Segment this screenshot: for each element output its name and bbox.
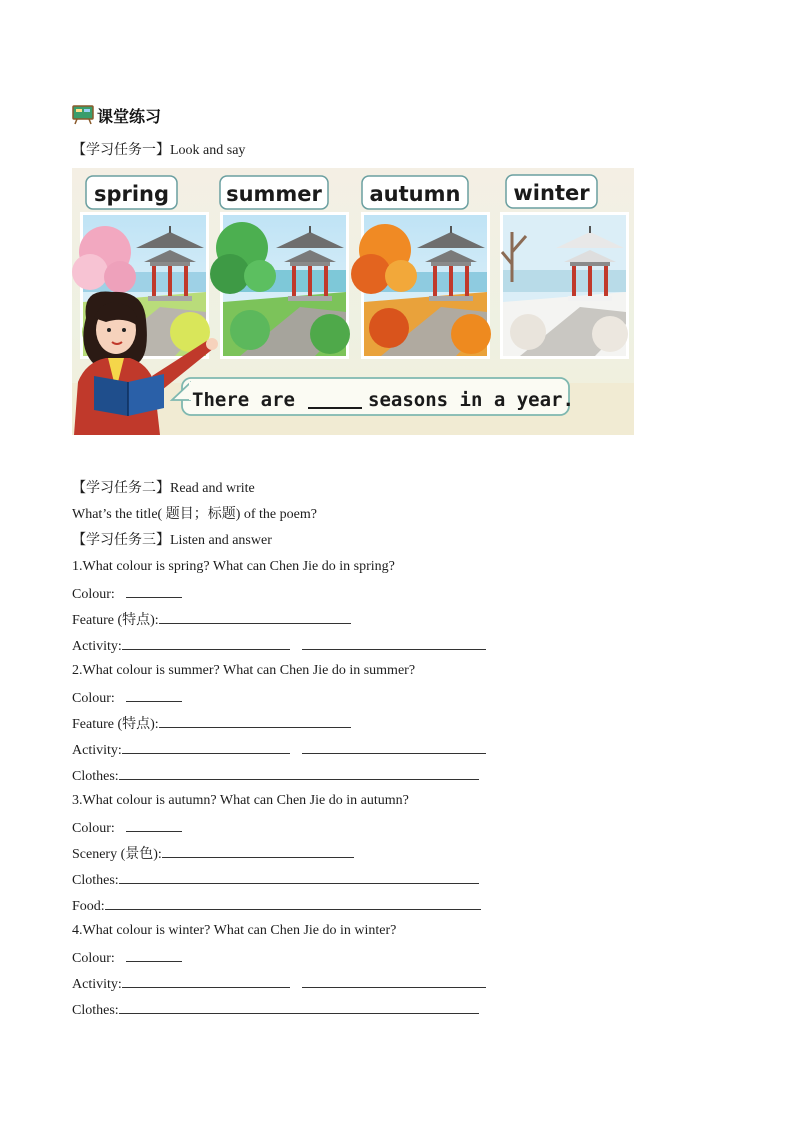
winter-picture — [500, 212, 629, 359]
q3-food-label: Food: — [72, 899, 105, 914]
season-label-winter: winter — [513, 181, 590, 205]
section-title: 课堂练习 — [97, 106, 162, 126]
q2-clothes-label: Clothes: — [72, 769, 119, 784]
task3-label: 【学习任务三】Listen and answer — [72, 533, 272, 548]
q1-activity-blank-1[interactable] — [122, 636, 290, 650]
q3-food-blank[interactable] — [105, 896, 481, 910]
bubble-text-start: There are — [192, 389, 295, 411]
q4-question: 4.What colour is winter? What can Chen Jie do in winter? — [72, 923, 397, 938]
q2-feature-blank[interactable] — [159, 714, 351, 728]
q2-activity-blank-2[interactable] — [302, 740, 486, 754]
q3-question: 3.What colour is autumn? What can Chen Jie do in autumn? — [72, 793, 409, 808]
q2-colour-label: Colour: — [72, 691, 115, 706]
q4-activity-blank-1[interactable] — [122, 974, 290, 988]
q2-feature-label: Feature (特点): — [72, 717, 159, 732]
q4-colour-label: Colour: — [72, 951, 115, 966]
q1-feature-blank[interactable] — [159, 610, 351, 624]
q4-activity-blank-2[interactable] — [302, 974, 486, 988]
q3-clothes-blank[interactable] — [119, 870, 479, 884]
task2-label: 【学习任务二】Read and write — [72, 481, 255, 496]
season-tag-spring — [86, 176, 177, 209]
season-tag-summer — [220, 176, 328, 209]
q1-activity-row — [72, 636, 486, 656]
q2-activity-row — [72, 740, 486, 760]
q4-clothes-blank[interactable] — [119, 1000, 479, 1014]
q3-scenery-label: Scenery (景色): — [72, 847, 162, 862]
q3-colour-row — [72, 818, 182, 838]
blackboard-icon — [72, 105, 94, 125]
q2-colour-blank[interactable] — [126, 688, 182, 702]
q3-scenery-row — [72, 844, 354, 864]
season-label-summer: summer — [226, 182, 322, 206]
q2-clothes-row — [72, 766, 479, 786]
q4-clothes-row — [72, 1000, 479, 1020]
task2-question: What’s the title( 题目；标题) of the poem? — [72, 507, 317, 522]
q2-activity-blank-1[interactable] — [122, 740, 290, 754]
q1-colour-row — [72, 584, 182, 604]
q1-colour-blank[interactable] — [126, 584, 182, 598]
season-label-spring: spring — [93, 182, 170, 206]
q4-colour-blank[interactable] — [126, 948, 182, 962]
speech-bubble — [172, 378, 574, 415]
season-label-autumn: autumn — [369, 182, 461, 206]
q1-feature-label: Feature (特点): — [72, 613, 159, 628]
q1-question: 1.What colour is spring? What can Chen Jie do in spring? — [72, 559, 395, 574]
q3-clothes-label: Clothes: — [72, 873, 119, 888]
q3-colour-label: Colour: — [72, 821, 115, 836]
bubble-text-end: seasons in a year. — [368, 389, 574, 411]
q2-clothes-blank[interactable] — [119, 766, 479, 780]
q1-colour-label: Colour: — [72, 587, 115, 602]
q4-clothes-label: Clothes: — [72, 1003, 119, 1018]
seasons-illustration — [72, 168, 634, 435]
q3-colour-blank[interactable] — [126, 818, 182, 832]
q2-feature-row — [72, 714, 351, 734]
q4-colour-row — [72, 948, 182, 968]
q1-activity-label: Activity: — [72, 639, 122, 654]
q2-colour-row — [72, 688, 182, 708]
section-heading — [72, 102, 161, 128]
autumn-picture — [351, 212, 491, 359]
q3-scenery-blank[interactable] — [162, 844, 354, 858]
q4-activity-label: Activity: — [72, 977, 122, 992]
task1-label: 【学习任务一】Look and say — [72, 143, 246, 158]
q3-food-row — [72, 896, 481, 916]
season-tag-winter — [506, 175, 597, 208]
summer-picture — [210, 212, 350, 359]
q2-question: 2.What colour is summer? What can Chen Jie do in summer? — [72, 663, 416, 678]
season-tag-autumn — [362, 176, 468, 209]
q3-clothes-row — [72, 870, 479, 890]
q4-activity-row — [72, 974, 486, 994]
q2-activity-label: Activity: — [72, 743, 122, 758]
q1-activity-blank-2[interactable] — [302, 636, 486, 650]
q1-feature-row — [72, 610, 351, 630]
